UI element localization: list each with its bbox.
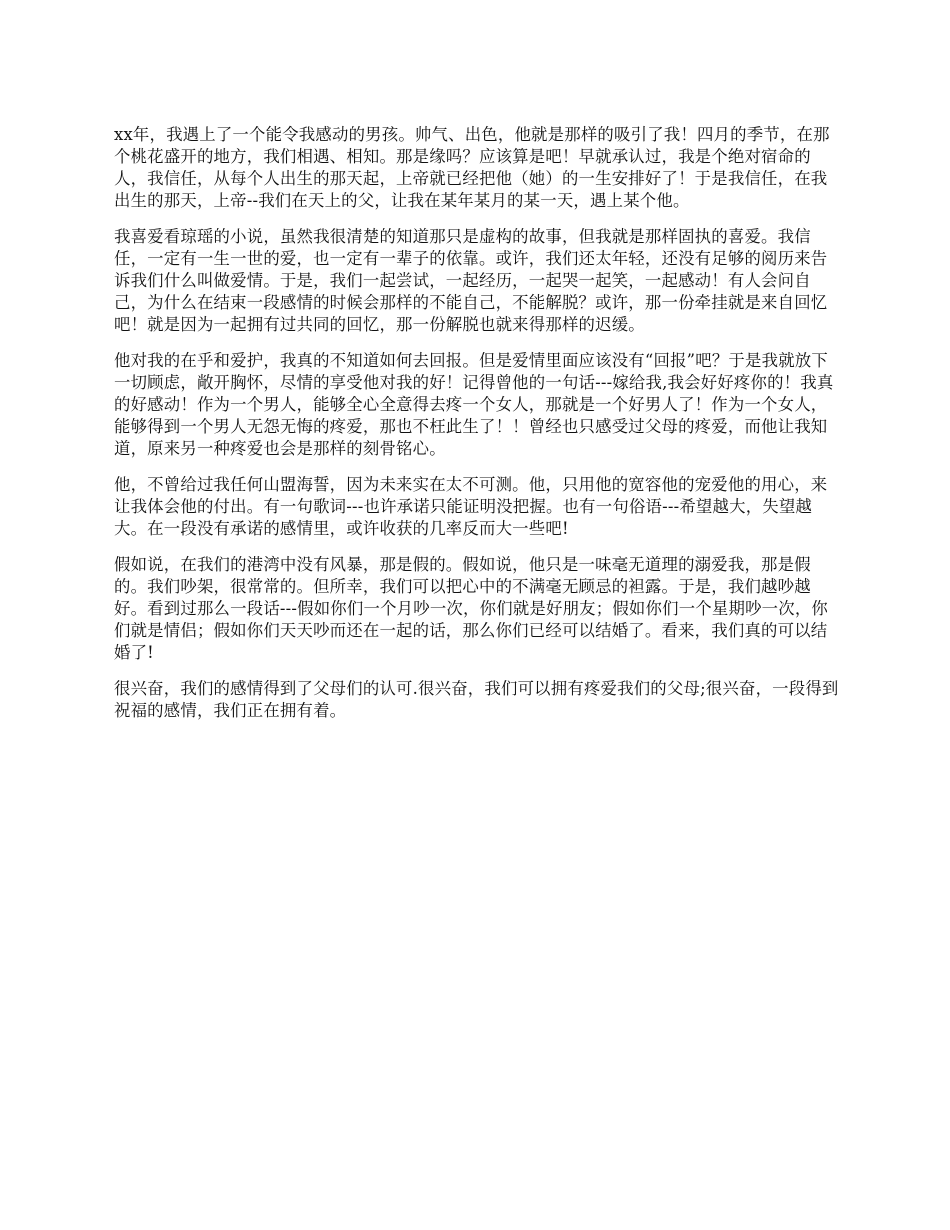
paragraph-6: 很兴奋，我们的感情得到了父母们的认可.很兴奋，我们可以拥有疼爱我们的父母;很兴奋，一段得到祝福的感情，我们正在拥有着。 bbox=[114, 679, 839, 720]
document-body bbox=[114, 124, 840, 736]
paragraph-5: 假如说，在我们的港湾中没有风暴，那是假的。假如说，他只是一味毫无道理的溺爱我，那是假的。我们吵架，很常常的。但所幸，我们可以把心中的不满毫无顾忌的袒露。于是，我们越吵越好。看到过那么一段话---假如你们一个月吵一次，你们就是好朋友；假如你们一个星期吵一次，你们就是情侣；假如你们天天吵而还在一起的话，那么你们已经可以结婚了。看来，我们真的可以结婚了! bbox=[114, 555, 829, 662]
paragraph-1: xx年，我遇上了一个能令我感动的男孩。帅气、出色，他就是那样的吸引了我！四月的季节，在那个桃花盛开的地方，我们相遇、相知。那是缘吗？应该算是吧！早就承认过，我是个绝对宿命的人，我信任，从每个人出生的那天起，上帝就已经把他（她）的一生安排好了！于是我信任，在我出生的那天，上帝--我们在天上的父，让我在某年某月的某一天，遇上某个他。 bbox=[114, 125, 830, 210]
paragraph-3: 他对我的在乎和爱护，我真的不知道如何去回报。但是爱情里面应该没有“回报”吧？于是我就放下一切顾虑，敞开胸怀，尽情的享受他对我的好！记得曾他的一句话---嫁给我,我会好好疼你的！我真的好感动！作为一个男人，能够全心全意得去疼一个女人，那就是一个好男人了！作为一个女人，能够得到一个男人无怨无悔的疼爱，那也不枉此生了！！曾经也只感受过父母的疼爱，而他让我知道，原来另一种疼爱也会是那样的刻骨铭心。 bbox=[114, 351, 834, 458]
paragraph-2: 我喜爱看琼瑶的小说，虽然我很清楚的知道那只是虚构的故事，但我就是那样固执的喜爱。我信任，一定有一生一世的爱，也一定有一辈子的依靠。或许，我们还太年轻，还没有足够的阅历来告诉我们什么叫做爱情。于是，我们一起尝试，一起经历，一起哭一起笑，一起感动！有人会问自己，为什么在结束一段感情的时候会那样的不能自己，不能解脱？或许，那一份牵挂就是来自回忆吧！就是因为一起拥有过共同的回忆，那一份解脱也就来得那样的迟缓。 bbox=[114, 227, 828, 334]
paragraph-4: 他，不曾给过我任何山盟海誓，因为未来实在太不可测。他，只用他的宽容他的宠爱他的用心，来让我体会他的付出。有一句歌词---也许承诺只能证明没把握。也有一句俗语---希望越大，失望越大。在一段没有承诺的感情里，或许收获的几率反而大一些吧! bbox=[114, 475, 828, 538]
